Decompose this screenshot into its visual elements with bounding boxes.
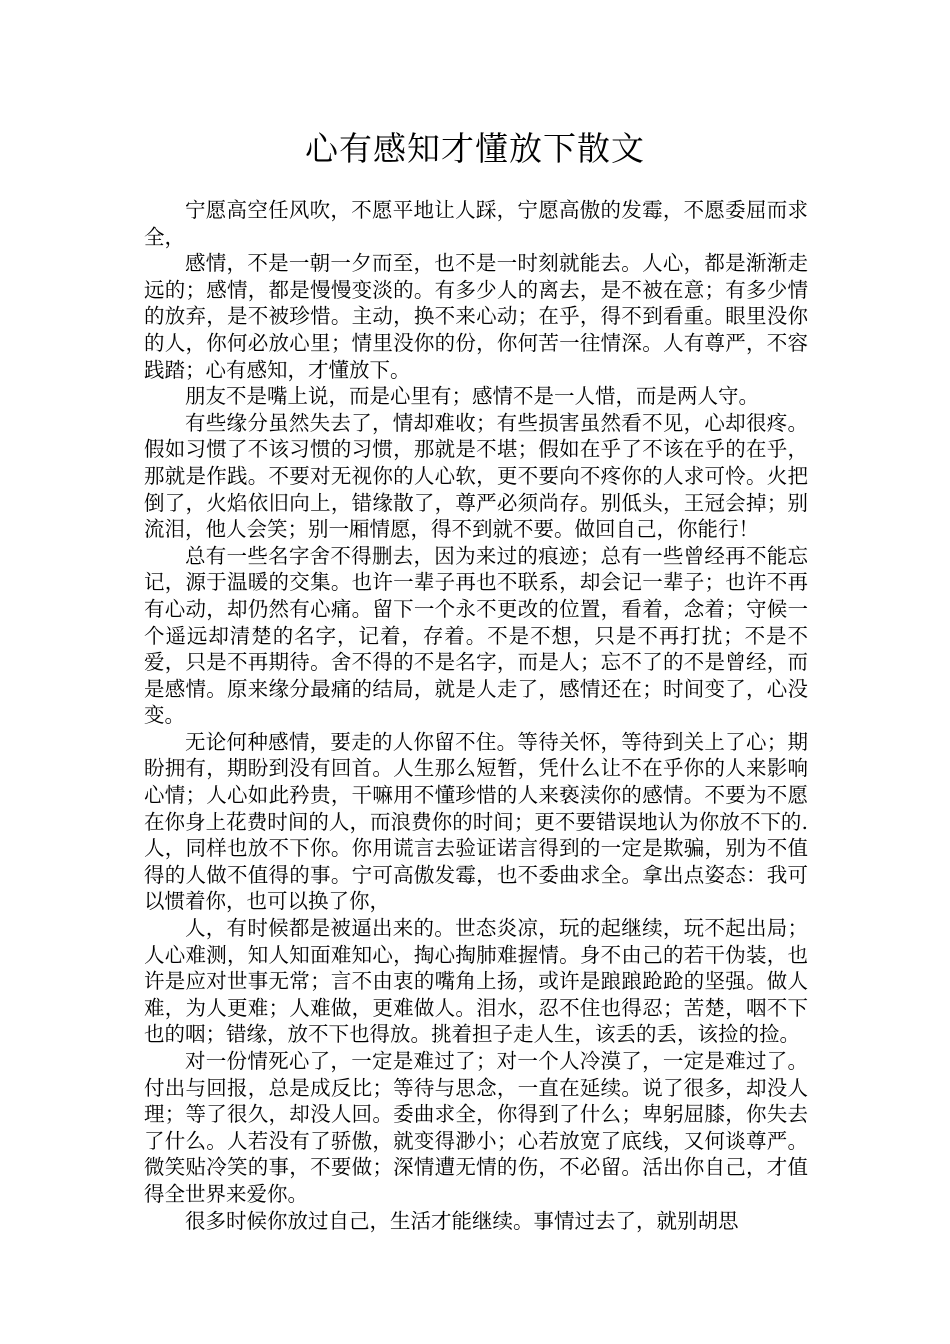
paragraph: 总有一些名字舍不得删去，因为来过的痕迹；总有一些曾经再不能忘记，源于温暖的交集。也许一辈子再也不联系，却会记一辈子；也许不再有心动，却仍然有心痛。留下一个永不更改的位置，看着，念着；守候一个遥远却清楚的名字，记着，存着。不是不想，只是不再打扰；不是不爱，只是不再期待。舍不得的不是名字，而是人；忘不了的不是曾经，而是感情。原来缘分最痛的结局，就是人走了，感情还在；时间变了，心没变。 <box>144 543 808 728</box>
paragraph: 感情，不是一朝一夕而至，也不是一时刻就能去。人心，都是渐渐走远的；感情，都是慢慢变淡的。有多少人的离去，是不被在意；有多少情的放弃，是不被珍惜。主动，换不来心动；在乎，得不到看重。眼里没你的人，你何必放心里；情里没你的份，你何苦一往情深。人有尊严，不容践踏；心有感知，才懂放下。 <box>144 251 808 382</box>
paragraph: 无论何种感情，要走的人你留不住。等待关怀，等待到关上了心；期盼拥有，期盼到没有回首。人生那么短暂，凭什么让不在乎你的人来影响心情；人心如此矜贵，干嘛用不懂珍惜的人来亵渎你的感情。不要为不愿在你身上花费时间的人，而浪费你的时间；更不要错误地认为你放不下的.人，同样也放不下你。你用谎言去验证诺言得到的一定是欺骗，别为不值得的人做不值得的事。宁可高傲发霉，也不委曲求全。拿出点姿态：我可以惯着你，也可以换了你， <box>144 729 808 914</box>
document-title: 心有感知才懂放下散文 <box>305 129 645 168</box>
paragraph: 很多时候你放过自己，生活才能继续。事情过去了，就别胡思 <box>185 1208 739 1233</box>
paragraph: 朋友不是嘴上说，而是心里有；感情不是一人惜，而是两人守。 <box>185 384 759 409</box>
paragraph: 对一份情死心了，一定是难过了；对一个人冷漠了，一定是难过了。付出与回报，总是成反比；等待与思念，一直在延续。说了很多，却没人理；等了很久，却没人回。委曲求全，你得到了什么；卑躬屈膝，你失去了什么。人若没有了骄傲，就变得渺小；心若放宽了底线，又何谈尊严。微笑贴冷笑的事，不要做；深情遭无情的伤，不必留。活出你自己，才值得全世界来爱你。 <box>144 1049 808 1206</box>
document-body <box>144 197 808 1234</box>
paragraph: 宁愿高空任风吹，不愿平地让人踩，宁愿高傲的发霉，不愿委屈而求全， <box>144 198 808 249</box>
paragraph: 人，有时候都是被逼出来的。世态炎凉，玩的起继续，玩不起出局；人心难测，知人知面难知心，掏心掏肺难握情。身不由己的若干伪装，也许是应对世事无常；言不由衷的嘴角上扬，或许是踉踉跄跄的坚强。做人难，为人更难；人难做，更难做人。泪水，忍不住也得忍；苦楚，咽不下也的咽；错缘，放不下也得放。挑着担子走人生，该丢的丢，该捡的捡。 <box>144 916 808 1047</box>
paragraph: 有些缘分虽然失去了，情却难收；有些损害虽然看不见，心却很疼。假如习惯了不该习惯的习惯，那就是不堪；假如在乎了不该在乎的在乎，那就是作践。不要对无视你的人心软，更不要向不疼你的人求可怜。火把倒了，火焰依旧向上，错缘散了，尊严必须尚存。别低头，王冠会掉；别流泪，他人会笑；别一厢情愿，得不到就不要。做回自己，你能行！ <box>144 410 808 542</box>
